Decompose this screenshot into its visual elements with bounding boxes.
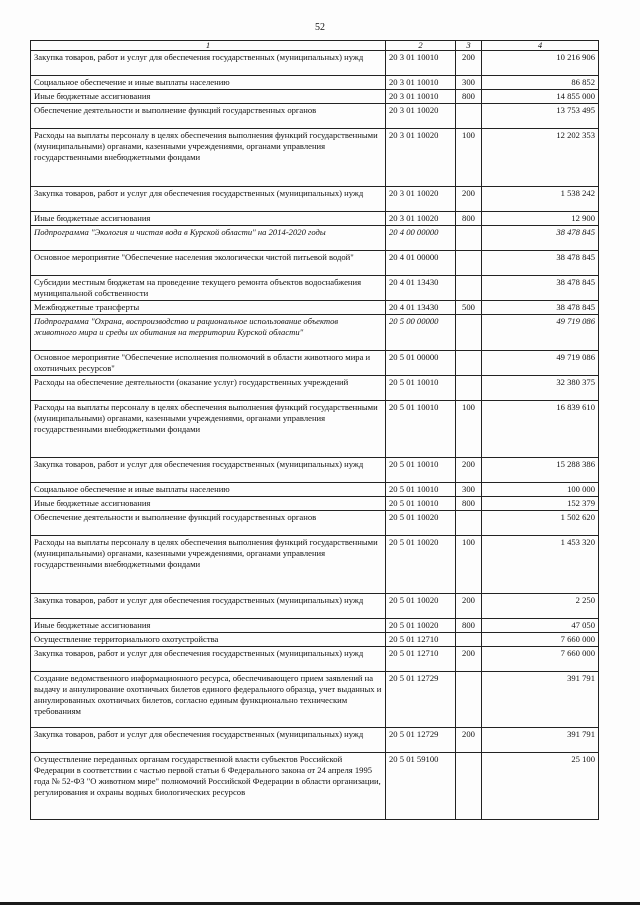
row-amount-cell: 25 100	[482, 753, 599, 820]
row-expense-type-cell: 200	[456, 187, 482, 212]
table-row	[31, 212, 599, 226]
row-amount-cell: 1 502 620	[482, 511, 599, 536]
table-row	[31, 401, 599, 458]
table-row	[31, 301, 599, 315]
row-amount-cell: 12 900	[482, 212, 599, 226]
table-row	[31, 633, 599, 647]
row-code-cell: 20 5 01 10020	[386, 619, 456, 633]
row-name-cell: Расходы на выплаты персоналу в целях обеспечения выполнения функций государственными (муниципальными) органами, казенными учреждениями, органами управления государственными внебюджетными фондами	[31, 129, 386, 187]
column-header-3: 3	[456, 41, 482, 51]
row-name-cell: Основное мероприятие "Обеспечение населения экологически чистой питьевой водой"	[31, 251, 386, 276]
row-expense-type-cell	[456, 276, 482, 301]
row-name-cell: Подпрограмма "Экология и чистая вода в Курской области" на 2014-2020 годы	[31, 226, 386, 251]
row-code-cell: 20 4 01 13430	[386, 276, 456, 301]
row-code-cell: 20 5 01 10010	[386, 401, 456, 458]
row-name-cell: Обеспечение деятельности и выполнение функций государственных органов	[31, 104, 386, 129]
row-amount-cell: 49 719 086	[482, 351, 599, 376]
table-row	[31, 458, 599, 483]
table-row	[31, 594, 599, 619]
row-code-cell: 20 5 01 10010	[386, 376, 456, 401]
row-expense-type-cell: 200	[456, 647, 482, 672]
row-expense-type-cell: 200	[456, 728, 482, 753]
row-expense-type-cell: 800	[456, 212, 482, 226]
row-name-cell: Основное мероприятие "Обеспечение исполнения полномочий в области животного мира и охотничьих ресурсов"	[31, 351, 386, 376]
row-expense-type-cell	[456, 351, 482, 376]
row-name-cell: Осуществление территориального охотустройства	[31, 633, 386, 647]
table-row	[31, 728, 599, 753]
row-code-cell: 20 4 01 13430	[386, 301, 456, 315]
row-expense-type-cell: 800	[456, 619, 482, 633]
row-amount-cell: 7 660 000	[482, 647, 599, 672]
row-name-cell: Закупка товаров, работ и услуг для обеспечения государственных (муниципальных) нужд	[31, 187, 386, 212]
table-row	[31, 90, 599, 104]
table-row	[31, 351, 599, 376]
row-code-cell: 20 4 01 00000	[386, 251, 456, 276]
column-header-1: 1	[31, 41, 386, 51]
row-name-cell: Закупка товаров, работ и услуг для обеспечения государственных (муниципальных) нужд	[31, 647, 386, 672]
row-expense-type-cell	[456, 315, 482, 351]
row-amount-cell: 12 202 353	[482, 129, 599, 187]
row-expense-type-cell: 200	[456, 458, 482, 483]
table-row	[31, 129, 599, 187]
row-name-cell: Расходы на выплаты персоналу в целях обеспечения выполнения функций государственными (муниципальными) органами, казенными учреждениями, органами управления государственными внебюджетными фондами	[31, 401, 386, 458]
row-name-cell: Иные бюджетные ассигнования	[31, 212, 386, 226]
row-name-cell: Осуществление переданных органам государственной власти субъектов Российской Федерации в соответствии с частью первой статьи 6 Федерального закона от 24 апреля 1995 года № 52-ФЗ "О животном мире" полномочий Российской Федерации в области организации, регулирования и охраны водных биологических ресурсов	[31, 753, 386, 820]
row-name-cell: Иные бюджетные ассигнования	[31, 619, 386, 633]
table-row	[31, 619, 599, 633]
table-row	[31, 251, 599, 276]
row-code-cell: 20 5 01 10020	[386, 511, 456, 536]
row-code-cell: 20 5 01 10020	[386, 594, 456, 619]
table-row	[31, 753, 599, 820]
table-row	[31, 483, 599, 497]
row-expense-type-cell	[456, 753, 482, 820]
row-expense-type-cell	[456, 672, 482, 728]
row-amount-cell: 16 839 610	[482, 401, 599, 458]
row-code-cell: 20 3 01 10020	[386, 187, 456, 212]
row-amount-cell: 47 050	[482, 619, 599, 633]
table-row	[31, 187, 599, 212]
row-expense-type-cell: 100	[456, 401, 482, 458]
table-row	[31, 511, 599, 536]
row-expense-type-cell: 100	[456, 129, 482, 187]
row-expense-type-cell: 500	[456, 301, 482, 315]
row-name-cell: Иные бюджетные ассигнования	[31, 497, 386, 511]
column-header-4: 4	[482, 41, 599, 51]
row-code-cell: 20 5 01 12710	[386, 633, 456, 647]
row-amount-cell: 38 478 845	[482, 276, 599, 301]
row-amount-cell: 38 478 845	[482, 251, 599, 276]
row-expense-type-cell	[456, 104, 482, 129]
table-row	[31, 536, 599, 594]
row-code-cell: 20 5 01 12710	[386, 647, 456, 672]
row-name-cell: Закупка товаров, работ и услуг для обеспечения государственных (муниципальных) нужд	[31, 594, 386, 619]
page-number: 52	[315, 22, 325, 33]
row-amount-cell: 1 453 320	[482, 536, 599, 594]
table-header-row	[31, 41, 599, 51]
row-expense-type-cell: 800	[456, 497, 482, 511]
row-amount-cell: 2 250	[482, 594, 599, 619]
row-name-cell: Закупка товаров, работ и услуг для обеспечения государственных (муниципальных) нужд	[31, 51, 386, 76]
table-row	[31, 76, 599, 90]
column-header-2: 2	[386, 41, 456, 51]
row-name-cell: Расходы на обеспечение деятельности (оказание услуг) государственных учреждений	[31, 376, 386, 401]
budget-table	[30, 40, 599, 820]
row-name-cell: Подпрограмма "Охрана, воспроизводство и рациональное использование объектов животного мира и среды их обитания на территории Курской области"	[31, 315, 386, 351]
row-name-cell: Субсидии местным бюджетам на проведение текущего ремонта объектов водоснабжения муниципальной собственности	[31, 276, 386, 301]
row-expense-type-cell: 200	[456, 594, 482, 619]
row-expense-type-cell	[456, 376, 482, 401]
row-amount-cell: 38 478 845	[482, 226, 599, 251]
row-name-cell: Расходы на выплаты персоналу в целях обеспечения выполнения функций государственными (муниципальными) органами, казенными учреждениями, органами управления государственными внебюджетными фондами	[31, 536, 386, 594]
row-amount-cell: 391 791	[482, 672, 599, 728]
row-amount-cell: 15 288 386	[482, 458, 599, 483]
row-expense-type-cell: 800	[456, 90, 482, 104]
row-expense-type-cell: 100	[456, 536, 482, 594]
row-name-cell: Иные бюджетные ассигнования	[31, 90, 386, 104]
row-code-cell: 20 3 01 10020	[386, 212, 456, 226]
row-code-cell: 20 5 01 10020	[386, 536, 456, 594]
row-expense-type-cell: 300	[456, 76, 482, 90]
row-name-cell: Обеспечение деятельности и выполнение функций государственных органов	[31, 511, 386, 536]
row-name-cell: Закупка товаров, работ и услуг для обеспечения государственных (муниципальных) нужд	[31, 458, 386, 483]
row-expense-type-cell	[456, 251, 482, 276]
row-name-cell: Социальное обеспечение и иные выплаты населению	[31, 76, 386, 90]
row-expense-type-cell	[456, 226, 482, 251]
row-amount-cell: 13 753 495	[482, 104, 599, 129]
row-amount-cell: 1 538 242	[482, 187, 599, 212]
table-row	[31, 376, 599, 401]
row-code-cell: 20 5 01 59100	[386, 753, 456, 820]
row-expense-type-cell: 300	[456, 483, 482, 497]
row-amount-cell: 391 791	[482, 728, 599, 753]
table-row	[31, 672, 599, 728]
row-code-cell: 20 5 01 12729	[386, 728, 456, 753]
table-row	[31, 497, 599, 511]
row-code-cell: 20 3 01 10010	[386, 76, 456, 90]
row-code-cell: 20 3 01 10010	[386, 90, 456, 104]
row-code-cell: 20 5 00 00000	[386, 315, 456, 351]
row-amount-cell: 14 855 000	[482, 90, 599, 104]
row-code-cell: 20 3 01 10020	[386, 129, 456, 187]
row-code-cell: 20 5 01 10010	[386, 483, 456, 497]
row-amount-cell: 38 478 845	[482, 301, 599, 315]
row-code-cell: 20 5 01 10010	[386, 458, 456, 483]
row-code-cell: 20 3 01 10010	[386, 51, 456, 76]
table-row	[31, 104, 599, 129]
table-row	[31, 276, 599, 301]
row-expense-type-cell	[456, 511, 482, 536]
row-code-cell: 20 5 01 00000	[386, 351, 456, 376]
table-row	[31, 647, 599, 672]
row-name-cell: Закупка товаров, работ и услуг для обеспечения государственных (муниципальных) нужд	[31, 728, 386, 753]
row-amount-cell: 100 000	[482, 483, 599, 497]
table-row	[31, 51, 599, 76]
row-expense-type-cell: 200	[456, 51, 482, 76]
row-name-cell: Создание ведомственного информационного ресурса, обеспечивающего прием заявлений на выдачу и аннулирование охотничьих билетов единого федерального образца, учет выданных и аннулированных охотничьих билетов, согласно единым функционально техническим требованиям	[31, 672, 386, 728]
table-row	[31, 226, 599, 251]
row-code-cell: 20 5 01 10010	[386, 497, 456, 511]
table-row	[31, 315, 599, 351]
row-name-cell: Межбюджетные трансферты	[31, 301, 386, 315]
row-amount-cell: 10 216 906	[482, 51, 599, 76]
row-expense-type-cell	[456, 633, 482, 647]
row-amount-cell: 152 379	[482, 497, 599, 511]
row-code-cell: 20 3 01 10020	[386, 104, 456, 129]
row-amount-cell: 49 719 086	[482, 315, 599, 351]
row-amount-cell: 32 380 375	[482, 376, 599, 401]
row-code-cell: 20 5 01 12729	[386, 672, 456, 728]
row-code-cell: 20 4 00 00000	[386, 226, 456, 251]
row-amount-cell: 7 660 000	[482, 633, 599, 647]
row-amount-cell: 86 852	[482, 76, 599, 90]
row-name-cell: Социальное обеспечение и иные выплаты населению	[31, 483, 386, 497]
